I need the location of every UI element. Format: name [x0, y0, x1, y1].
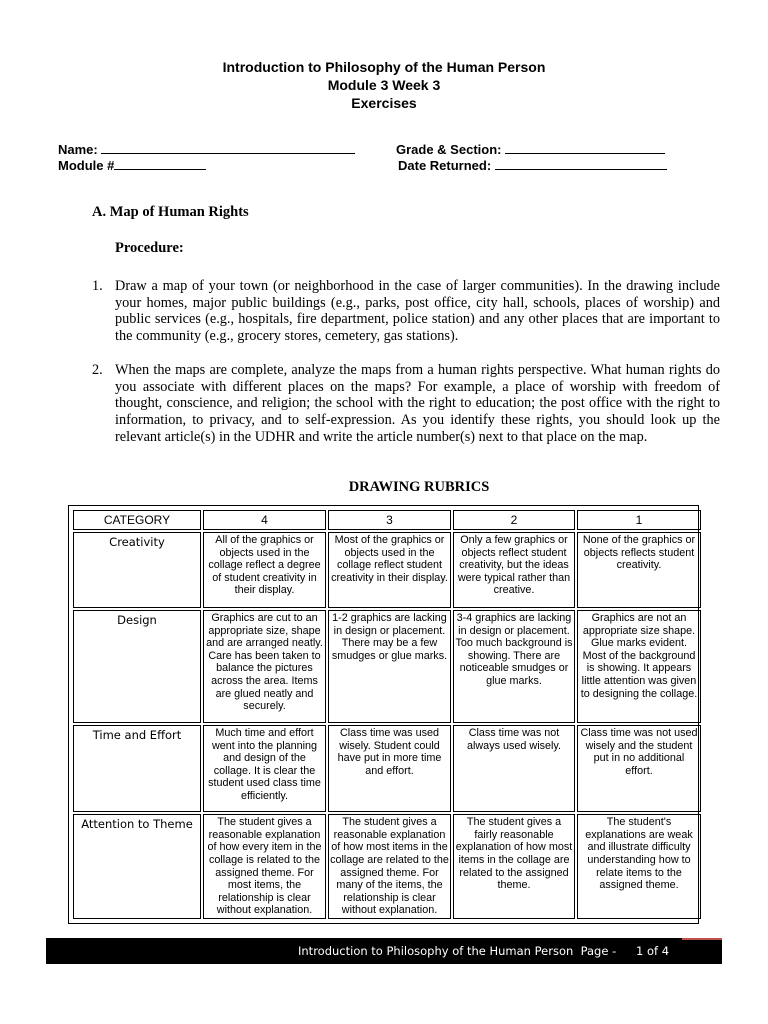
category-cell: Time and Effort [73, 725, 201, 812]
document-title: Introduction to Philosophy of the Human Person [222, 59, 546, 75]
exercises-heading: Exercises [351, 95, 417, 111]
criteria-cell: Much time and effort went into the planning and design of the collage. It is clear the student used class time efficiently. [203, 725, 326, 812]
name-blank-line[interactable] [101, 141, 355, 154]
date-returned-field [398, 157, 667, 174]
footer-accent-line [682, 938, 722, 940]
grade-section-label: Grade & Section: [396, 142, 502, 157]
module-number-label: Module # [58, 158, 115, 173]
name-label: Name: [58, 142, 98, 157]
rubric-row-design [73, 610, 701, 723]
criteria-cell: Graphics are not an appropriate size shape. Glue marks evident. Most of the background is showing. It appears little attention was given to designing the collage. [577, 610, 701, 723]
procedure-item-text: Draw a map of your town (or neighborhood in the case of larger communities). In the drawing include your homes, major public buildings (e.g., parks, post office, city hall, schools, places of worship) and public services (e.g., hospitals, fire department, police station) and any other places that are important to the community (e.g., grocery stores, cemetery, gas stations). [115, 278, 720, 345]
criteria-cell: Only a few graphics or objects reflect student creativity, but the ideas were typical rather than creative. [453, 532, 575, 608]
criteria-cell: The student gives a fairly reasonable explanation of how most items in the collage are related to the assigned theme. [453, 814, 575, 919]
criteria-cell: Class time was not used wisely and the student put in no additional effort. [577, 725, 701, 812]
criteria-cell: The student's explanations are weak and illustrate difficulty understanding how to relate items to the assigned theme. [577, 814, 701, 919]
procedure-item-number: 1. [92, 278, 103, 294]
criteria-cell: Graphics are cut to an appropriate size, shape and are arranged neatly. Care has been taken to balance the pictures across the area. Items are glued neatly and securely. [203, 610, 326, 723]
criteria-cell: The student gives a reasonable explanation of how every item in the collage is related to the assigned theme. For most items, the relationship is clear without explanation. [203, 814, 326, 919]
page-footer [46, 938, 722, 964]
criteria-cell: The student gives a reasonable explanation of how most items in the collage are related to the assigned theme. For many of the items, the relationship is clear without explanation. [328, 814, 451, 919]
header-score-4: 4 [203, 510, 326, 530]
footer-page-number: 1 of 4 [636, 944, 670, 958]
criteria-cell: Most of the graphics or objects used in the collage reflect student creativity in their display. [328, 532, 451, 608]
rubric-title: DRAWING RUBRICS [348, 479, 490, 495]
date-returned-blank-line[interactable] [495, 157, 667, 170]
rubric-header-row [73, 510, 701, 530]
header-category: CATEGORY [73, 510, 201, 530]
procedure-label: Procedure: [115, 240, 184, 256]
name-field [58, 141, 355, 158]
criteria-cell: All of the graphics or objects used in the collage reflect a degree of student creativity in their display. [203, 532, 326, 608]
rubric-table-frame [68, 505, 699, 924]
criteria-cell: Class time was used wisely. Student could have put in more time and effort. [328, 725, 451, 812]
rubric-row-attention-theme [73, 814, 701, 919]
rubric-table [71, 508, 703, 921]
criteria-cell: 1-2 graphics are lacking in design or placement. There may be a few smudges or glue marks. [328, 610, 451, 723]
category-cell: Attention to Theme [73, 814, 201, 919]
date-returned-label: Date Returned: [398, 158, 492, 173]
header-score-1: 1 [577, 510, 701, 530]
module-number-blank-line[interactable] [114, 157, 206, 170]
criteria-cell: Class time was not always used wisely. [453, 725, 575, 812]
module-week: Module 3 Week 3 [327, 77, 441, 93]
criteria-cell: None of the graphics or objects reflects student creativity. [577, 532, 701, 608]
category-cell: Creativity [73, 532, 201, 608]
grade-section-field [396, 141, 665, 158]
footer-title: Introduction to Philosophy of the Human Person Page - [298, 944, 617, 958]
module-number-field [58, 157, 206, 174]
rubric-row-time-effort [73, 725, 701, 812]
procedure-item-text: When the maps are complete, analyze the maps from a human rights perspective. What human rights do you associate with different places on the maps? For example, a place of worship with freedom of thought, conscience, and religion; the school with the right to education; the post office with the right to information, to privacy, and to self-expression. As you identify these rights, you should look up the relevant article(s) in the UDHR and write the article number(s) next to that place on the map. [115, 362, 720, 445]
header-score-3: 3 [328, 510, 451, 530]
header-score-2: 2 [453, 510, 575, 530]
section-title: A. Map of Human Rights [92, 204, 249, 220]
criteria-cell: 3-4 graphics are lacking in design or placement. Too much background is showing. There are noticeable smudges or glue marks. [453, 610, 575, 723]
grade-section-blank-line[interactable] [505, 141, 665, 154]
category-cell: Design [73, 610, 201, 723]
procedure-item-number: 2. [92, 362, 103, 378]
rubric-row-creativity [73, 532, 701, 608]
